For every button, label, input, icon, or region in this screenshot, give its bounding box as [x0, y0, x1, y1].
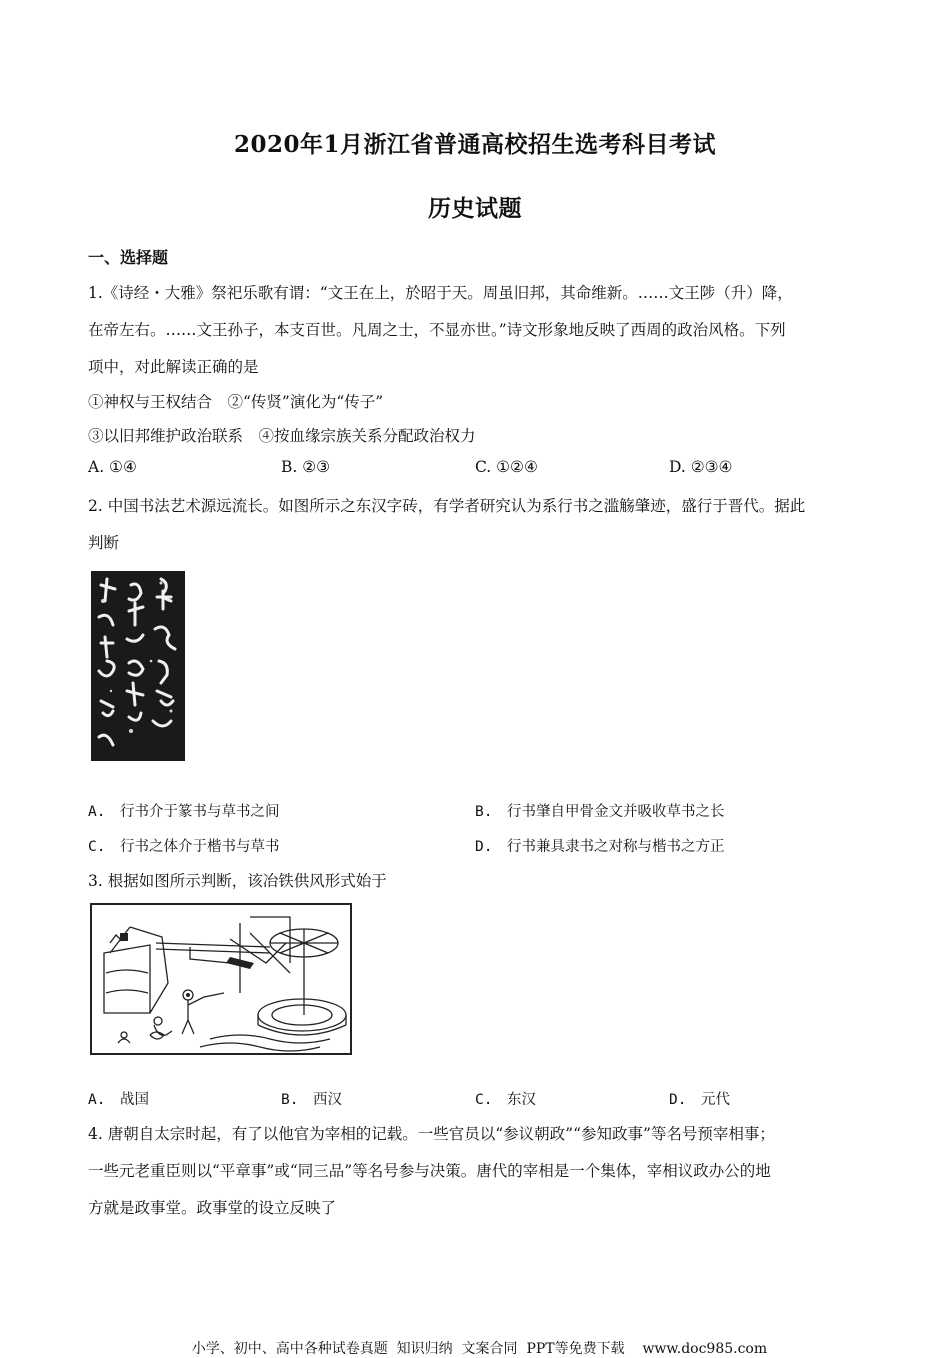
footer-text: 小学、初中、高中各种试卷真题 知识归纳 文案合同 PPT等免费下载: [191, 1341, 625, 1357]
q2-option-a: A. 行书介于篆书与草书之间: [88, 804, 280, 820]
q1-statement-1: ①神权与王权结合 ②“传贤”演化为“传子”: [88, 393, 384, 411]
q1-statement-2: ③以旧邦维护政治联系 ④按血缘宗族关系分配政治权力: [88, 427, 476, 445]
q2-option-c: C. 行书之体介于楷书与草书: [88, 839, 280, 855]
q3-option-b: B. 西汉: [281, 1092, 342, 1108]
q3-option-a: A. 战国: [88, 1092, 149, 1108]
q1-line1: 1.《诗经・大雅》祭祀乐歌有谓：“文王在上，於昭于天。周虽旧邦，其命维新。……文王陟（升）降，: [88, 284, 793, 302]
footer: [0, 1322, 950, 1358]
q1-option-a: A. ①④: [88, 458, 137, 476]
q2-option-d: D. 行书兼具隶书之对称与楷书之方正: [475, 839, 725, 855]
footer-url[interactable]: www.doc985.com: [642, 1341, 768, 1357]
exam-title: 2020年1月浙江省普通高校招生选考科目考试: [233, 131, 717, 158]
q3-option-c: C. 东汉: [475, 1092, 536, 1108]
q3-line1: 3. 根据如图所示判断，该冶铁供风形式始于: [88, 872, 387, 890]
q1-line3: 项中，对此解读正确的是: [88, 358, 259, 376]
q4-line1: 4. 唐朝自太宗时起，有了以他官为宰相的记载。一些官员以“参议朝政”“参知政事”等名号预宰相事；: [88, 1125, 775, 1143]
iron-smelting-bellows-image: [90, 903, 352, 1055]
q1-line2: 在帝左右。……文王孙子，本支百世。凡周之士，不显亦世。”诗文形象地反映了西周的政治风格。下列: [88, 321, 786, 339]
q1-option-c: C. ①②④: [475, 458, 538, 476]
q2-option-b: B. 行书肇自甲骨金文并吸收草书之长: [475, 804, 725, 820]
q4-line2: 一些元老重臣则以“平章事”或“同三品”等名号参与决策。唐代的宰相是一个集体，宰相议政办公的地: [88, 1162, 771, 1180]
q2-line2: 判断: [88, 534, 120, 552]
q3-option-d: D. 元代: [669, 1092, 730, 1108]
subject-title: 历史试题: [428, 195, 522, 222]
han-brick-rubbing-image: [91, 571, 185, 761]
q4-line3: 方就是政事堂。政事堂的设立反映了: [88, 1199, 337, 1217]
q1-option-d: D. ②③④: [669, 458, 733, 476]
q2-line1: 2. 中国书法艺术源远流长。如图所示之东汉字砖，有学者研究认为系行书之滥觞肇迹，盛行于晋代。据此: [88, 497, 806, 515]
q1-option-b: B. ②③: [281, 458, 331, 476]
section-heading: 一、选择题: [88, 248, 169, 267]
